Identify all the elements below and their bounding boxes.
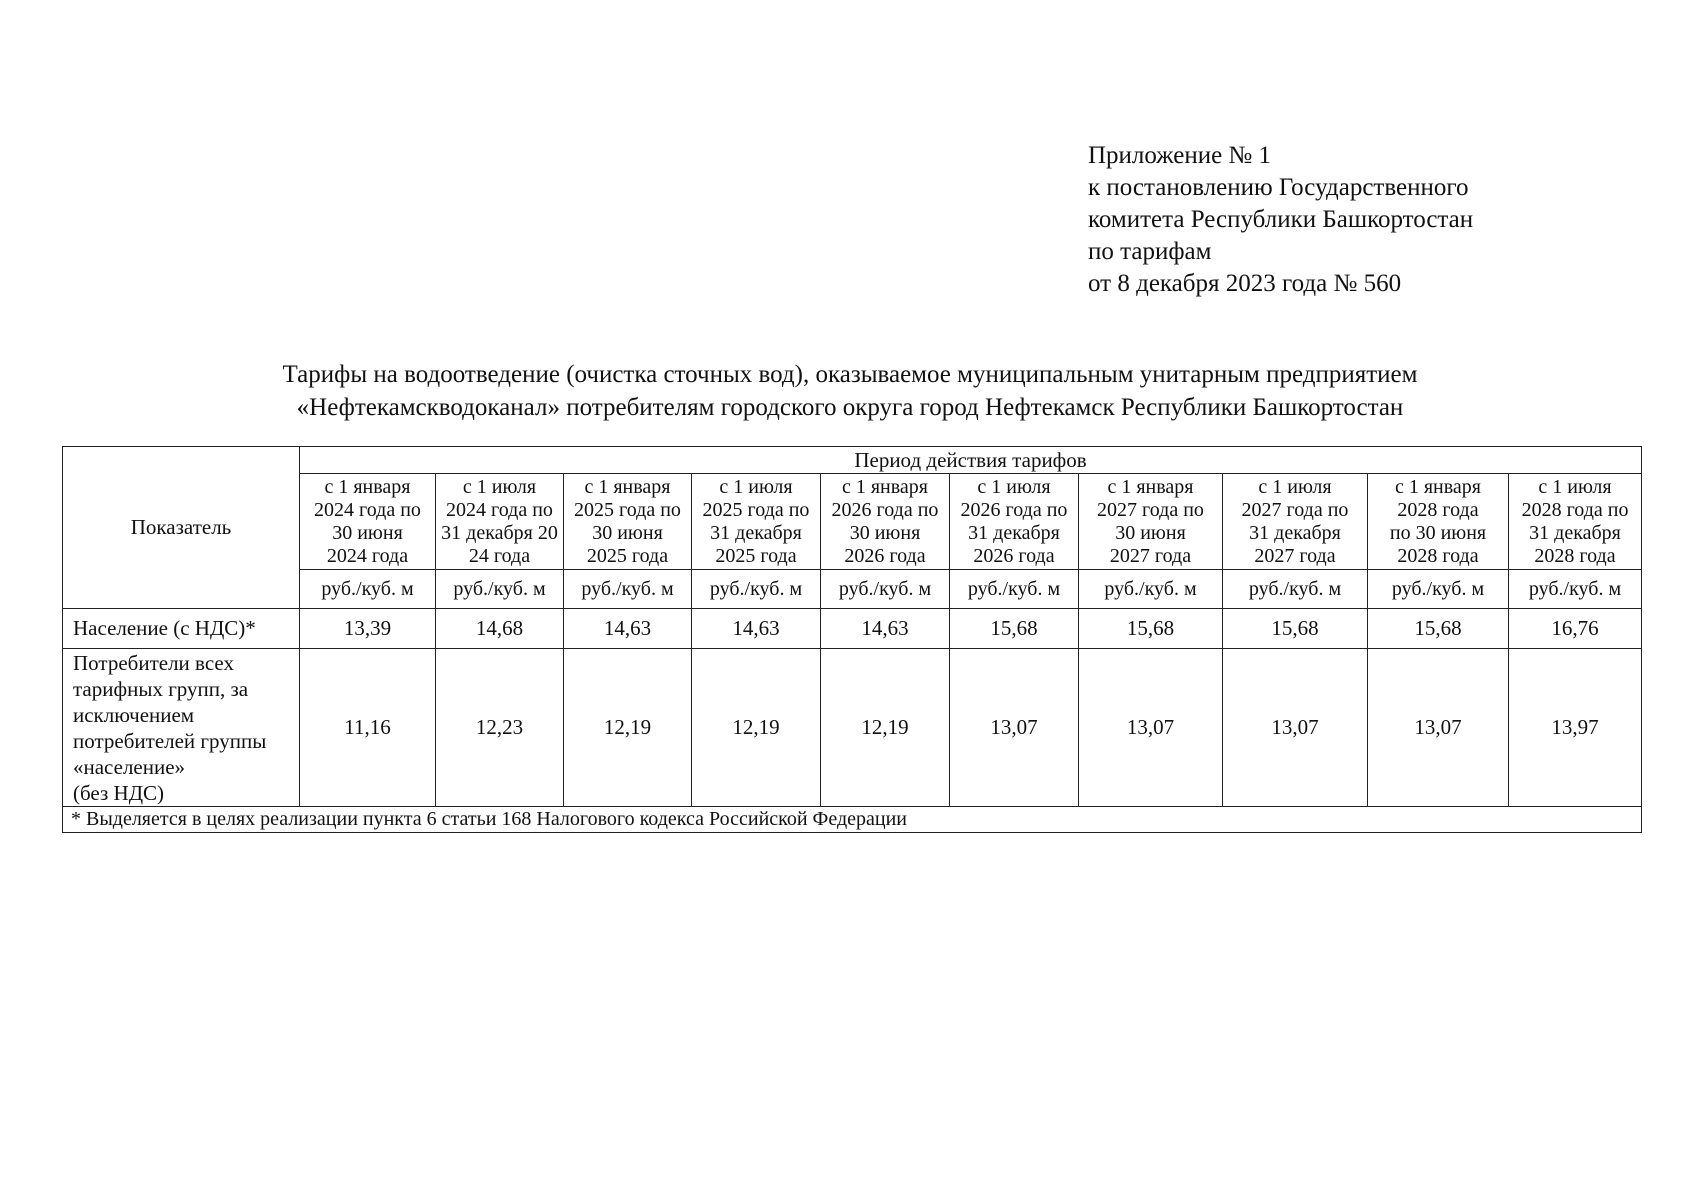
tariff-value-cell: 14,63	[821, 609, 950, 649]
tariff-value-cell: 15,68	[1079, 609, 1223, 649]
period-line: 2027 года	[1254, 544, 1336, 567]
appendix-line: к постановлению Государственного	[1088, 174, 1469, 201]
unit-cell: руб./куб. м	[950, 570, 1079, 609]
tariff-value-cell: 12,19	[692, 649, 821, 807]
tariff-value-cell: 12,19	[821, 649, 950, 807]
document-title	[60, 358, 1640, 424]
tariff-value-cell: 13,07	[950, 649, 1079, 807]
period-line: 24 года	[468, 544, 531, 567]
period-line: с 1 июля	[462, 475, 537, 498]
period-line: 30 июня	[1115, 521, 1186, 544]
period-line: 31 декабря	[1529, 521, 1621, 544]
period-line: 2026 года	[973, 544, 1055, 567]
tariff-table	[62, 446, 1642, 833]
period-line: с 1 июля	[719, 475, 793, 498]
period-column-header	[564, 474, 692, 570]
period-line: 2024 года по	[446, 498, 553, 521]
period-line: 31 декабря 20	[441, 521, 558, 544]
row-label-line: потребителей группы	[73, 729, 267, 753]
period-line: 30 июня	[849, 521, 921, 544]
unit-cell: руб./куб. м	[1223, 570, 1368, 609]
tariff-value-cell: 14,63	[564, 609, 692, 649]
appendix-line: по тарифам	[1088, 238, 1212, 265]
period-column-header	[1223, 474, 1368, 570]
appendix-line: Приложение № 1	[1088, 142, 1272, 169]
row-label-line: тарифных групп, за	[73, 677, 249, 701]
period-line: 2028 года	[1534, 544, 1616, 567]
unit-cell: руб./куб. м	[300, 570, 436, 609]
unit-cell: руб./куб. м	[564, 570, 692, 609]
tariff-value-cell: 13,39	[300, 609, 436, 649]
period-line: с 1 июля	[1258, 475, 1332, 498]
appendix-block	[1088, 140, 1473, 300]
period-line: 2028 года	[1397, 498, 1479, 521]
tariff-value-cell: 13,97	[1509, 649, 1642, 807]
header-row-dates	[63, 474, 1642, 570]
period-line: 31 декабря	[1249, 521, 1341, 544]
period-line: 2026 года	[844, 544, 926, 567]
period-line: 2028 года по	[1521, 498, 1629, 521]
period-line: с 1 января	[841, 475, 929, 498]
period-line: 2024 года	[326, 544, 409, 567]
footnote: * Выделяется в целях реализации пункта 6 статьи 168 Налогового кодекса Российской Федерации	[63, 807, 1642, 833]
period-line: по 30 июня	[1389, 521, 1487, 544]
period-line: с 1 июля	[1538, 475, 1612, 498]
header-row-period	[63, 447, 1642, 474]
tariff-value-cell: 12,19	[564, 649, 692, 807]
period-line: 2027 года по	[1097, 498, 1204, 521]
period-line: 2025 года по	[574, 498, 681, 521]
period-column-header	[1368, 474, 1509, 570]
period-line: 30 июня	[592, 521, 663, 544]
period-line: 31 декабря	[710, 521, 802, 544]
unit-cell: руб./куб. м	[692, 570, 821, 609]
period-column-header	[300, 474, 436, 570]
tariff-value-cell: 12,23	[436, 649, 564, 807]
tariff-value-cell: 14,68	[436, 609, 564, 649]
period-column-header	[692, 474, 821, 570]
row-label-other-consumers	[63, 649, 300, 807]
period-line: с 1 января	[1394, 475, 1482, 498]
header-row-units	[63, 570, 1642, 609]
tariff-value-cell: 15,68	[1368, 609, 1509, 649]
footnote-row	[63, 807, 1642, 833]
period-header: Период действия тарифов	[300, 447, 1642, 474]
table-row	[63, 649, 1642, 807]
row-label-population	[63, 609, 300, 649]
row-label-line: Население (с НДС)*	[73, 616, 256, 640]
period-line: 2025 года по	[702, 498, 810, 521]
indicator-header: Показатель	[63, 447, 300, 609]
tariff-value-cell: 16,76	[1509, 609, 1642, 649]
title-line: Тарифы на водоотведение (очистка сточных вод), оказываемое муниципальным унитарным предприятием	[282, 361, 1418, 388]
period-line: 2027 года	[1109, 544, 1192, 567]
appendix-line: от 8 декабря 2023 года № 560	[1088, 270, 1402, 297]
period-line: с 1 июля	[977, 475, 1051, 498]
period-column-header	[950, 474, 1079, 570]
period-line: 2024 года по	[314, 498, 421, 521]
tariff-value-cell: 13,07	[1368, 649, 1509, 807]
tariff-value-cell: 14,63	[692, 609, 821, 649]
period-column-header	[821, 474, 950, 570]
tariff-value-cell: 13,07	[1223, 649, 1368, 807]
tariff-value-cell: 15,68	[950, 609, 1079, 649]
period-line: 2027 года по	[1241, 498, 1349, 521]
period-line: 2025 года	[586, 544, 669, 567]
row-label-line: Потребители всех	[73, 651, 234, 675]
period-line: с 1 января	[584, 475, 671, 498]
unit-cell: руб./куб. м	[821, 570, 950, 609]
period-column-header	[436, 474, 564, 570]
period-column-header	[1079, 474, 1223, 570]
tariff-value-cell: 13,07	[1079, 649, 1223, 807]
row-label-line: «население»	[73, 755, 186, 779]
row-label-line: (без НДС)	[73, 781, 165, 805]
tariff-value-cell: 11,16	[300, 649, 436, 807]
period-line: 30 июня	[332, 521, 403, 544]
title-line: «Нефтекамскводоканал» потребителям городского округа город Нефтекамск Республики Башкортостан	[296, 394, 1404, 421]
period-column-header	[1509, 474, 1642, 570]
period-line: 2026 года по	[960, 498, 1068, 521]
unit-cell: руб./куб. м	[436, 570, 564, 609]
table-row	[63, 609, 1642, 649]
unit-cell: руб./куб. м	[1079, 570, 1223, 609]
unit-cell: руб./куб. м	[1368, 570, 1509, 609]
appendix-line: комитета Республики Башкортостан	[1088, 206, 1474, 233]
period-line: 2028 года	[1397, 544, 1479, 567]
unit-cell: руб./куб. м	[1509, 570, 1642, 609]
period-line: 2025 года	[715, 544, 797, 567]
tariff-value-cell: 15,68	[1223, 609, 1368, 649]
period-line: 2026 года по	[831, 498, 939, 521]
period-line: с 1 января	[324, 475, 411, 498]
period-line: с 1 января	[1107, 475, 1194, 498]
row-label-line: исключением	[73, 703, 195, 727]
period-line: 31 декабря	[968, 521, 1060, 544]
